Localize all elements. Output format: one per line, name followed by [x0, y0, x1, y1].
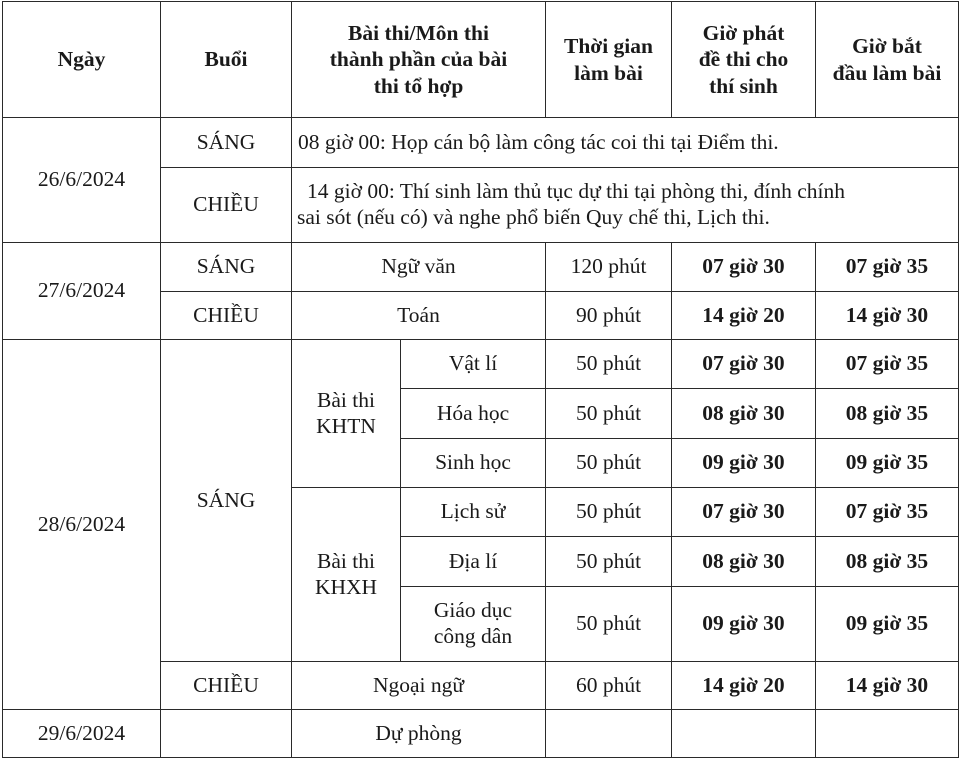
- start-time-cell: 08 giờ 35: [816, 537, 959, 587]
- date-cell: 29/6/2024: [3, 710, 161, 758]
- release-time-cell: 07 giờ 30: [672, 340, 816, 389]
- subject-cell: Dự phòng: [292, 710, 546, 758]
- start-time-cell: 09 giờ 35: [816, 587, 959, 662]
- date-cell: 28/6/2024: [3, 340, 161, 710]
- duration-cell: [546, 710, 672, 758]
- release-time-cell: 14 giờ 20: [672, 292, 816, 340]
- exam-schedule-table: [2, 1, 959, 758]
- release-time-cell: 08 giờ 30: [672, 537, 816, 587]
- duration-cell: 50 phút: [546, 389, 672, 439]
- release-time-cell: 07 giờ 30: [672, 488, 816, 537]
- session-cell: SÁNG: [161, 118, 292, 168]
- duration-cell: 120 phút: [546, 243, 672, 292]
- release-time-cell: 07 giờ 30: [672, 243, 816, 292]
- duration-cell: 50 phút: [546, 537, 672, 587]
- session-cell: SÁNG: [161, 340, 292, 662]
- session-cell: CHIỀU: [161, 662, 292, 710]
- duration-cell: 60 phút: [546, 662, 672, 710]
- release-time-cell: 09 giờ 30: [672, 439, 816, 488]
- subject-cell: Lịch sử: [401, 488, 546, 537]
- duration-cell: 90 phút: [546, 292, 672, 340]
- start-time-cell: 07 giờ 35: [816, 340, 959, 389]
- table-row: [3, 243, 959, 292]
- table-row: [3, 710, 959, 758]
- subject-cell: Toán: [292, 292, 546, 340]
- subject-cell: Ngữ văn: [292, 243, 546, 292]
- subject-cell: Vật lí: [401, 340, 546, 389]
- subject-cell: Sinh học: [401, 439, 546, 488]
- note-cell: 08 giờ 00: Họp cán bộ làm công tác coi thi tại Điểm thi.: [292, 118, 959, 168]
- start-time-cell: 07 giờ 35: [816, 488, 959, 537]
- start-time-cell: 08 giờ 35: [816, 389, 959, 439]
- header-row: [3, 2, 959, 118]
- release-time-cell: 09 giờ 30: [672, 587, 816, 662]
- subject-cell: Giáo dục công dân: [401, 587, 546, 662]
- start-time-cell: [816, 710, 959, 758]
- session-cell: CHIỀU: [161, 168, 292, 243]
- exam-schedule-wrapper: [2, 1, 959, 758]
- start-time-cell: 07 giờ 35: [816, 243, 959, 292]
- header-subject: Bài thi/Môn thi thành phần của bài thi tổ hợp: [292, 2, 546, 118]
- subject-cell: Ngoại ngữ: [292, 662, 546, 710]
- start-time-cell: 14 giờ 30: [816, 292, 959, 340]
- release-time-cell: 08 giờ 30: [672, 389, 816, 439]
- date-cell: 27/6/2024: [3, 243, 161, 340]
- group-cell-khxh: Bài thi KHXH: [292, 488, 401, 662]
- release-time-cell: [672, 710, 816, 758]
- date-cell: 26/6/2024: [3, 118, 161, 243]
- subject-cell: Hóa học: [401, 389, 546, 439]
- start-time-cell: 14 giờ 30: [816, 662, 959, 710]
- note-cell: 14 giờ 00: Thí sinh làm thủ tục dự thi tại phòng thi, đính chính sai sót (nếu có) và nghe phổ biến Quy chế thi, Lịch thi.: [292, 168, 959, 243]
- release-time-cell: 14 giờ 20: [672, 662, 816, 710]
- session-cell: [161, 710, 292, 758]
- header-date: Ngày: [3, 2, 161, 118]
- table-row: [3, 340, 959, 389]
- group-cell-khtn: Bài thi KHTN: [292, 340, 401, 488]
- table-row: [3, 118, 959, 168]
- subject-cell: Địa lí: [401, 537, 546, 587]
- duration-cell: 50 phút: [546, 439, 672, 488]
- header-duration: Thời gian làm bài: [546, 2, 672, 118]
- duration-cell: 50 phút: [546, 340, 672, 389]
- duration-cell: 50 phút: [546, 488, 672, 537]
- header-session: Buổi: [161, 2, 292, 118]
- start-time-cell: 09 giờ 35: [816, 439, 959, 488]
- header-release-time: Giờ phát đề thi cho thí sinh: [672, 2, 816, 118]
- session-cell: CHIỀU: [161, 292, 292, 340]
- header-start-time: Giờ bắt đầu làm bài: [816, 2, 959, 118]
- duration-cell: 50 phút: [546, 587, 672, 662]
- session-cell: SÁNG: [161, 243, 292, 292]
